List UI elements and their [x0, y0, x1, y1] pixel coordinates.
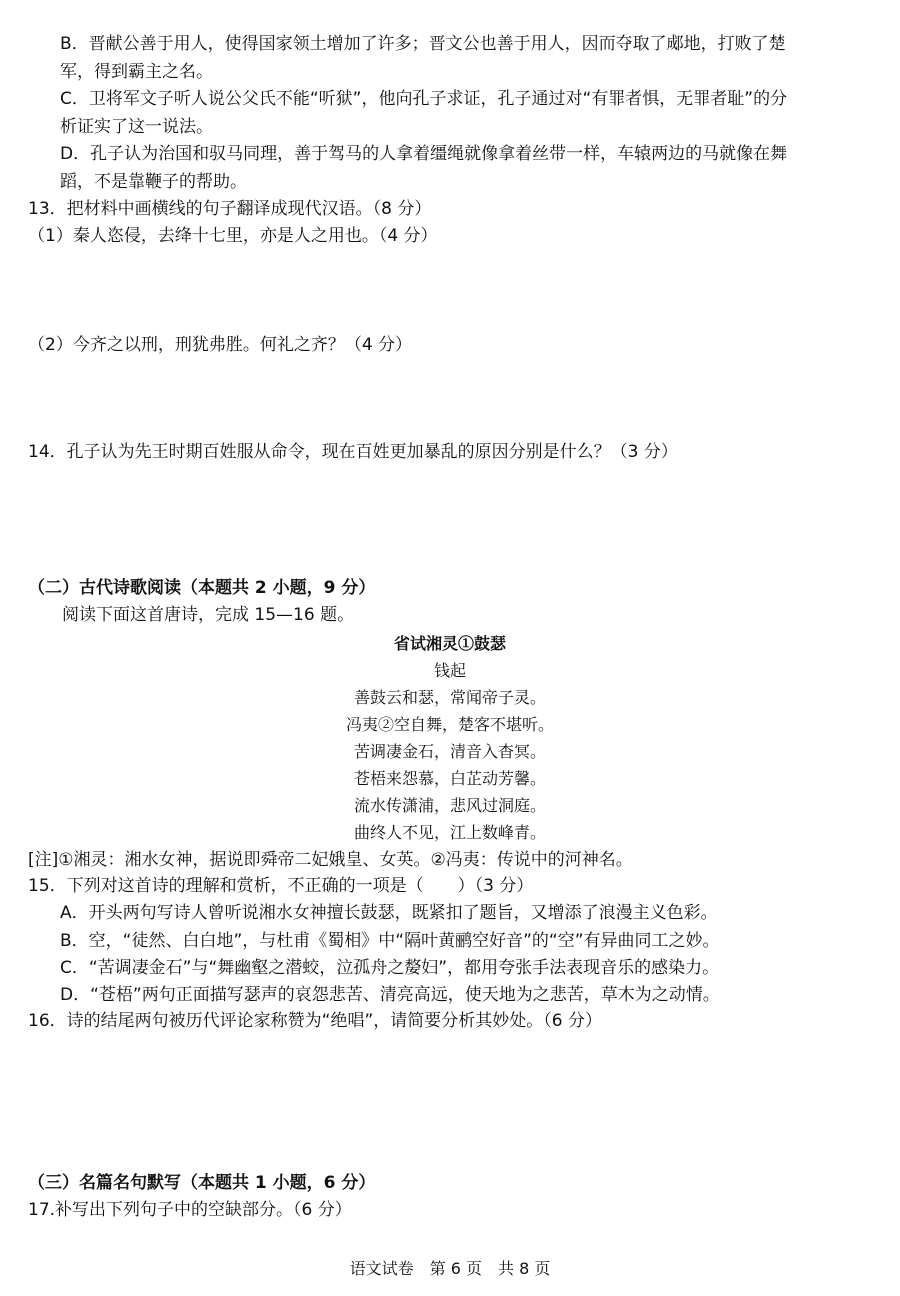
poem-line: 苦调凄金石，清音入杳冥。	[353, 742, 546, 761]
option-d-line2: 蹈，不是靠鞭子的帮助。	[60, 172, 247, 192]
poem-line: 曲终人不见，江上数峰青。	[353, 823, 546, 842]
option-c-line1: C．卫将军文子听人说公父氏不能“听狱”，他向孔子求证，孔子通过对“有罪者惧，无罪者耻”的分	[60, 89, 788, 109]
section-2-intro: 阅读下面这首唐诗，完成 15—16 题。	[62, 605, 355, 625]
question-16-stem: 16．诗的结尾两句被历代评论家称赞为“绝唱”，请简要分析其妙处。（6 分）	[28, 1011, 602, 1031]
poem-author: 钱起	[433, 661, 466, 680]
question-15-option-a: A．开头两句写诗人曾听说湘水女神擅长鼓瑟，既紧扣了题旨，又增添了浪漫主义色彩。	[60, 903, 718, 923]
question-17-stem: 17.补写出下列句子中的空缺部分。（6 分）	[28, 1200, 352, 1220]
page-footer: 语文试卷 第 6 页 共 8 页	[349, 1259, 551, 1278]
section-2-heading: （二）古代诗歌阅读（本题共 2 小题，9 分）	[28, 578, 376, 598]
question-15-option-c: C．“苦调凄金石”与“舞幽壑之潜蛟，泣孤舟之嫠妇”，都用夸张手法表现音乐的感染力。	[60, 958, 720, 978]
question-14-stem: 14．孔子认为先王时期百姓服从命令，现在百姓更加暴乱的原因分别是什么？（3 分）	[28, 442, 678, 462]
poem-note: [注]①湘灵：湘水女神，据说即舜帝二妃娥皇、女英。②冯夷：传说中的河神名。	[28, 850, 633, 870]
option-b-line1: B．晋献公善于用人，使得国家领土增加了许多；晋文公也善于用人，因而夺取了郕地，打败了楚	[60, 34, 786, 54]
poem-line: 苍梧来怨慕，白芷动芳馨。	[353, 769, 546, 788]
question-15-option-d: D．“苍梧”两句正面描写瑟声的哀怨悲苦、清亮高远，使天地为之悲苦，草木为之动情。	[60, 985, 720, 1005]
question-15-stem: 15．下列对这首诗的理解和赏析，不正确的一项是（ ）（3 分）	[28, 876, 534, 896]
poem-line: 流水传潇浦，悲风过洞庭。	[353, 796, 546, 815]
question-13-part1: （1）秦人恣侵，去绛十七里，亦是人之用也。（4 分）	[28, 226, 438, 246]
question-15-option-b: B．空，“徒然、白白地”，与杜甫《蜀相》中“隔叶黄鹂空好音”的“空”有异曲同工之妙。	[60, 931, 720, 951]
question-13-part2: （2）今齐之以刑，刑犹弗胜。何礼之齐？（4 分）	[28, 335, 413, 355]
option-c-line2: 析证实了这一说法。	[60, 117, 213, 137]
question-13-stem: 13．把材料中画横线的句子翻译成现代汉语。（8 分）	[28, 199, 432, 219]
poem-line: 善鼓云和瑟，常闻帝子灵。	[353, 688, 546, 707]
poem-title: 省试湘灵①鼓瑟	[393, 634, 506, 653]
option-d-line1: D．孔子认为治国和驭马同理，善于驾马的人拿着缰绳就像拿着丝带一样，车辕两边的马就像在舞	[60, 144, 788, 164]
option-b-line2: 军，得到霸主之名。	[60, 62, 213, 82]
section-3-heading: （三）名篇名句默写（本题共 1 小题，6 分）	[28, 1173, 376, 1193]
poem-line: 冯夷②空自舞，楚客不堪听。	[345, 715, 554, 734]
